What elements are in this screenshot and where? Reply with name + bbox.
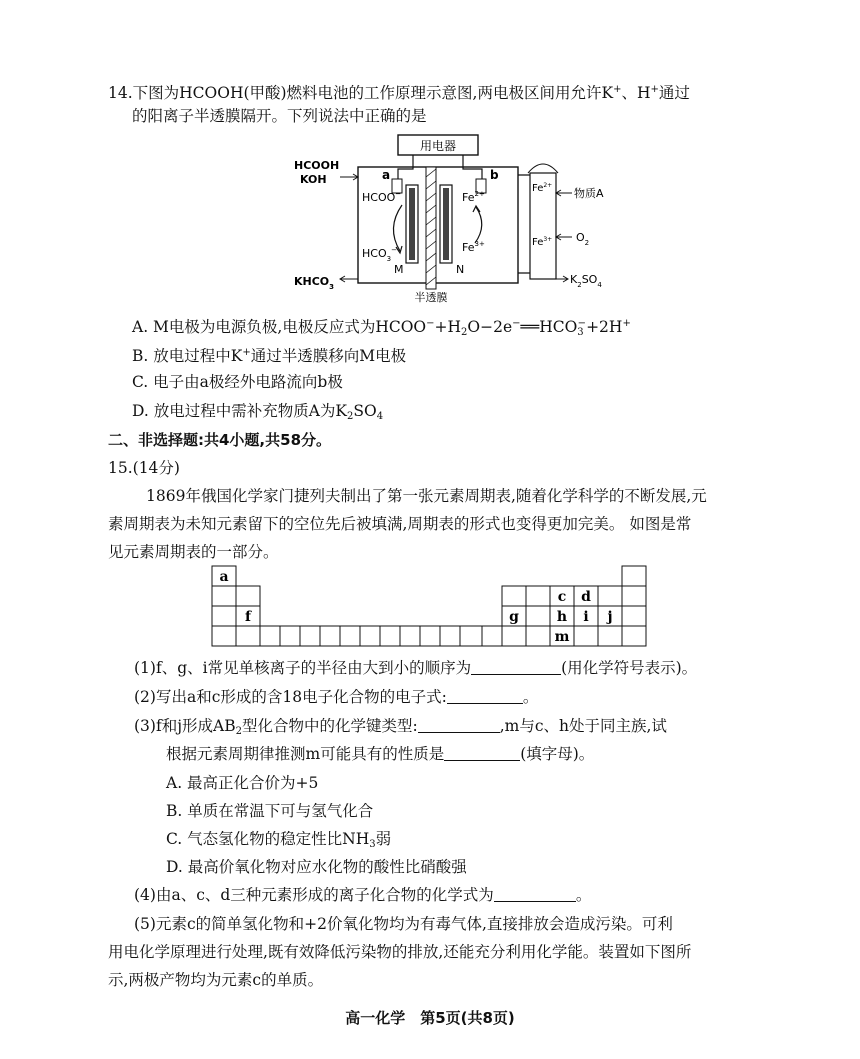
q14-option-c: C. 电子由a极经外电路流向b极 [132,373,343,391]
electrode-b-label: b [490,168,499,182]
answer-blank[interactable] [418,718,500,733]
q15-option-a: A. 最高正化合价为+5 [166,774,319,792]
q15-part1: (1)f、g、i常见单核离子的半径由大到小的顺序为 (用化学符号表示)。 [134,659,698,677]
answer-blank[interactable] [444,746,520,761]
n-label: N [456,263,465,276]
fuel-cell-diagram [290,133,620,303]
koh-label: KOH [300,173,327,186]
q14-stem-line1: 14.下图为HCOOH(甲酸)燃料电池的工作原理示意图,两电极区间用允许K+、H+通过 [108,84,690,102]
fe2-tank-label: $Fe^{2+}$ [532,182,553,194]
q15-option-b: B. 单质在常温下可与氢气化合 [166,802,374,820]
q14-stem-line2: 的阳离子半透膜隔开。下列说法中正确的是 [132,107,427,125]
q15-intro-line3: 见元素周期表的一部分。 [108,543,279,561]
element-m: m [554,629,570,645]
cell-container [358,167,518,283]
element-c: c [557,589,567,605]
q15-part3-line1: (3)f和j形成$AB_2$型化合物中的化学键类型: ,m与c、h处于同主族,试 [134,717,667,737]
element-f: f [244,609,252,625]
khco3-label: $KHCO_3$ [294,275,335,291]
hco3-label: $HCO_3^-$ [362,246,397,263]
membrane-label: 半透膜 [414,291,448,303]
element-a: a [219,569,229,585]
q15-part4: (4)由a、c、d三种元素形成的离子化合物的化学式为 。 [134,886,592,904]
element-g: g [509,609,519,625]
element-i: i [583,609,589,625]
q15-part5-line3: 示,两极产物均为元素c的单质。 [108,971,324,989]
fe3-tank-label: $Fe^{3+}$ [532,236,553,248]
answer-blank[interactable] [447,689,523,704]
q14-option-b: B. 放电过程中K+通过半透膜移向M电极 [132,347,407,365]
k2so4-label: $K_2SO_4$ [570,273,602,289]
q15-intro-line1: 1869年俄国化学家门捷列夫制出了第一张元素周期表,随着化学科学的不断发展,元 [146,487,707,505]
q15-option-d: D. 最高价氧化物对应水化物的酸性比硝酸强 [166,858,467,876]
o2-label: $O_2$ [576,231,590,247]
element-j: j [607,609,613,625]
page-footer: 高一化学 第5页(共8页) [345,1009,515,1027]
periodic-table-fragment [210,564,654,650]
section-heading: 二、非选择题:共4小题,共58分。 [108,431,332,449]
q15-part5-line1: (5)元素c的简单氢化物和+2价氧化物均为有毒气体,直接排放会造成污染。可利 [134,915,673,933]
electrode-a-label: a [382,168,391,182]
fe3-right-label: $Fe^{3+}$ [462,240,485,254]
fe2-right-label: $Fe^{2+}$ [462,190,485,204]
m-label: M [394,263,404,276]
q14-option-a: A. M电极为电源负极,电极反应式为$HCOO^-+H_2O-2e^-══HCO_3^-+2H^+$ [132,318,631,338]
q14-option-d: D. 放电过程中需补充物质A为$K_2SO_4$ [132,402,384,422]
q15-option-c: C. 气态氢化物的稳定性比$NH_3$弱 [166,830,392,850]
substance-a-label: 物质A [574,187,604,200]
hcooh-label: HCOOH [294,159,340,172]
element-h: h [556,609,568,625]
q15-part3-line2: 根据元素周期律推测m可能具有的性质是 (填字母)。 [166,745,595,763]
q15-part5-line2: 用电化学原理进行处理,既有效降低污染物的排放,还能充分利用化学能。装置如下图所 [108,943,692,961]
q15-intro-line2: 素周期表为未知元素留下的空位先后被填满,周期表的形式也变得更加完美。 如图是常 [108,515,692,533]
answer-blank[interactable] [494,887,576,902]
hcoo-label: HCOO− [362,190,402,204]
answer-blank[interactable] [471,660,561,675]
q15-heading: 15.(14分) [108,459,180,477]
device-label: 用电器 [419,139,457,153]
element-d: d [581,589,591,605]
q15-part2: (2)写出a和c形成的含18电子化合物的电子式: 。 [134,688,539,706]
